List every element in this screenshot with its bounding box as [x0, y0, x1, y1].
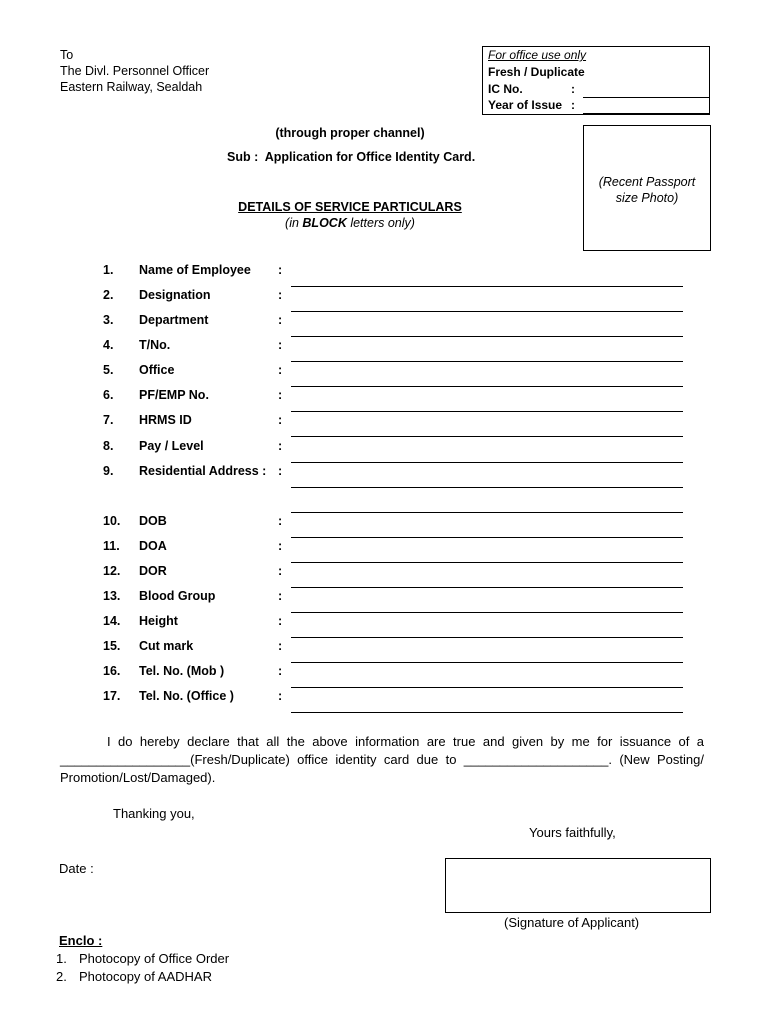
block-letters-note [0, 216, 700, 230]
signature-box[interactable] [445, 858, 711, 913]
officer-label: The Divl. Personnel Officer [60, 64, 210, 78]
photo-box-text: (Recent Passport size Photo) [598, 175, 696, 205]
field-input-line[interactable] [291, 411, 683, 412]
field-colon: : [278, 363, 283, 377]
field-colon: : [278, 313, 283, 327]
enclosures-list [56, 950, 229, 986]
thanking-text: Thanking you, [113, 806, 195, 821]
subject-prefix: Sub : [227, 150, 259, 164]
field-number: 16. [103, 664, 121, 678]
field-input-line[interactable] [291, 687, 683, 688]
field-input-line[interactable] [291, 612, 683, 613]
year-of-issue-label: Year of Issue [488, 98, 563, 112]
field-colon: : [278, 263, 283, 277]
enclosure-item [56, 968, 229, 986]
declaration-text [60, 733, 704, 787]
field-label: Cut mark [139, 639, 194, 653]
field-label: DOA [139, 539, 167, 553]
field-label: Tel. No. (Office ) [139, 689, 234, 703]
field-colon: : [278, 413, 283, 427]
field-input-line[interactable] [291, 386, 683, 387]
field-label: Pay / Level [139, 439, 204, 453]
field-label: Height [139, 614, 178, 628]
field-number: 9. [103, 464, 114, 478]
enclosure-num: 1. [56, 951, 67, 966]
field-number: 12. [103, 564, 121, 578]
field-label: DOR [139, 564, 167, 578]
field-label: Designation [139, 288, 211, 302]
field-colon: : [278, 514, 283, 528]
field-label: HRMS ID [139, 413, 192, 427]
field-number: 4. [103, 338, 114, 352]
field-colon: : [278, 614, 283, 628]
office-use-title: For office use only [488, 48, 587, 62]
ic-no-label: IC No. [488, 82, 523, 96]
enclosure-item [56, 950, 229, 968]
field-input-line[interactable] [291, 662, 683, 663]
block-note-pre: (in [285, 216, 303, 230]
field-number: 13. [103, 589, 121, 603]
passport-photo-box[interactable] [583, 125, 711, 251]
field-number: 5. [103, 363, 114, 377]
fresh-duplicate-label: Fresh / Duplicate [488, 65, 585, 79]
field-label: Tel. No. (Mob ) [139, 664, 225, 678]
field-input-line[interactable] [291, 336, 683, 337]
block-note-post: letters only) [346, 216, 415, 230]
field-colon: : [278, 639, 283, 653]
field-input-line[interactable] [291, 436, 683, 437]
office-use-box [482, 46, 710, 115]
field-input-line[interactable] [291, 361, 683, 362]
declaration-body: I do hereby declare that all the above information are true and given by me for issuance of a __________________(Fresh/Duplicate) office identity card due to ____________________. (New Posting/ Promotion/Lost/Damaged). [60, 734, 704, 785]
field-number: 3. [103, 313, 114, 327]
field-number: 10. [103, 514, 121, 528]
address-extra-line[interactable] [291, 512, 683, 513]
field-input-line[interactable] [291, 462, 683, 463]
field-number: 1. [103, 263, 114, 277]
details-title: DETAILS OF SERVICE PARTICULARS [238, 200, 462, 214]
field-label: Name of Employee [139, 263, 251, 277]
field-colon: : [278, 464, 283, 478]
enclosure-text: Photocopy of AADHAR [79, 969, 212, 984]
field-colon: : [278, 338, 283, 352]
subject-line [227, 150, 475, 164]
field-input-line[interactable] [291, 587, 683, 588]
field-number: 14. [103, 614, 121, 628]
field-input-line[interactable] [291, 311, 683, 312]
field-number: 6. [103, 388, 114, 402]
to-label: To [60, 48, 74, 62]
field-label: Blood Group [139, 589, 216, 603]
enclosure-text: Photocopy of Office Order [79, 951, 230, 966]
subject-text: Application for Office Identity Card. [264, 150, 476, 164]
ic-no-field[interactable] [583, 82, 709, 98]
field-number: 11. [103, 539, 120, 553]
field-colon: : [278, 439, 283, 453]
year-of-issue-colon: : [571, 98, 575, 112]
enclosures-title: Enclo : [59, 933, 103, 948]
field-input-line[interactable] [291, 637, 683, 638]
enclosure-num: 2. [56, 969, 67, 984]
railway-label: Eastern Railway, Sealdah [60, 80, 203, 94]
field-label: Office [139, 363, 175, 377]
field-colon: : [278, 288, 283, 302]
address-extra-line[interactable] [291, 487, 683, 488]
field-input-line[interactable] [291, 537, 683, 538]
block-note-bold: BLOCK [302, 216, 347, 230]
field-colon: : [278, 539, 283, 553]
field-label: Residential Address : [139, 464, 267, 478]
addressee-block [60, 47, 209, 95]
field-number: 7. [103, 413, 114, 427]
field-label: PF/EMP No. [139, 388, 209, 402]
yours-faithfully-text: Yours faithfully, [529, 825, 616, 840]
signature-label: (Signature of Applicant) [504, 915, 640, 930]
field-colon: : [278, 664, 283, 678]
field-input-line[interactable] [291, 712, 683, 713]
ic-no-colon: : [571, 82, 575, 96]
field-input-line[interactable] [291, 286, 683, 287]
field-colon: : [278, 388, 283, 402]
channel-text: (through proper channel) [275, 126, 425, 140]
field-number: 15. [103, 639, 121, 653]
year-of-issue-field[interactable] [583, 98, 709, 114]
field-input-line[interactable] [291, 562, 683, 563]
date-label: Date : [59, 861, 94, 876]
field-number: 17. [103, 689, 121, 703]
field-label: Department [139, 313, 209, 327]
field-label: T/No. [139, 338, 171, 352]
field-number: 2. [103, 288, 114, 302]
field-label: DOB [139, 514, 167, 528]
field-colon: : [278, 589, 283, 603]
field-colon: : [278, 564, 283, 578]
field-number: 8. [103, 439, 114, 453]
field-colon: : [278, 689, 283, 703]
